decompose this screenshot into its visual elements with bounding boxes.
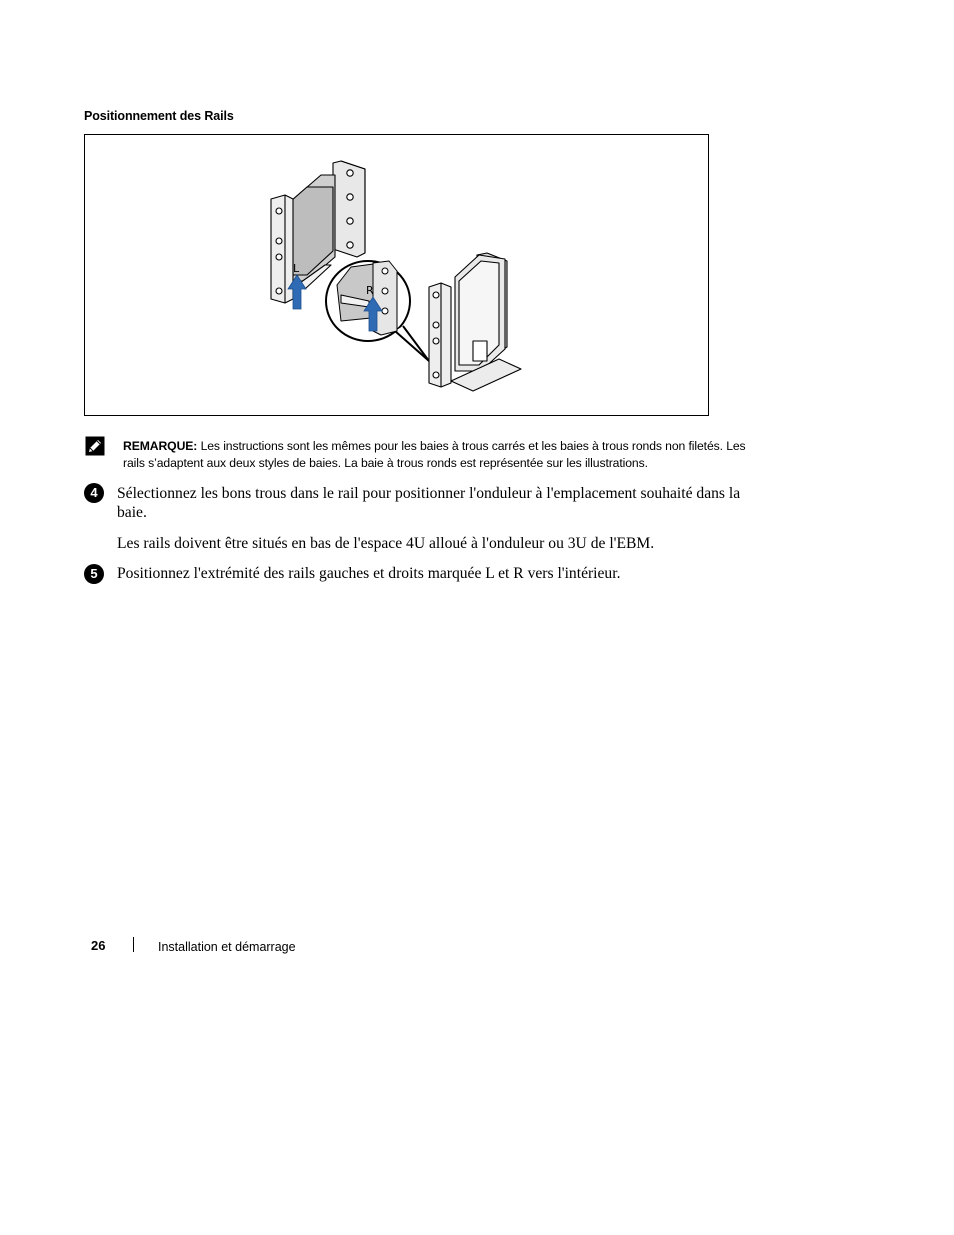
note-body: Les instructions sont les mêmes pour les baies à trous carrés et les baies à trous ronds non filetés. Les rails s’adaptent aux deux styles de baies. La baie à trous ronds est représentée sur les illustrations. — [123, 439, 746, 470]
left-rail-label: L — [293, 262, 300, 275]
footer-divider — [133, 937, 134, 952]
pencil-note-icon — [85, 436, 105, 456]
step-5-text: Positionnez l'extrémité des rails gauches et droits marquée L et R vers l'intérieur. — [117, 565, 621, 582]
right-rail-label: R — [366, 284, 374, 297]
figure-title: Positionnement des Rails — [84, 109, 234, 123]
note-label: REMARQUE: — [123, 439, 198, 453]
right-rail — [429, 253, 521, 391]
footer-section-title: Installation et démarrage — [158, 940, 296, 954]
note-text — [123, 438, 763, 472]
page-number: 26 — [91, 938, 106, 953]
step-4-badge: 4 — [84, 483, 104, 503]
step-4-subtext: Les rails doivent être situés en bas de l'espace 4U alloué à l'onduleur ou 3U de l'EBM. — [117, 535, 655, 552]
rails-diagram — [85, 135, 708, 415]
step-4-text: Sélectionnez les bons trous dans le rail pour positionner l'onduleur à l'emplacement souhaité dans la baie. — [117, 485, 741, 521]
rails-illustration — [84, 134, 709, 416]
step-5-badge: 5 — [84, 564, 104, 584]
